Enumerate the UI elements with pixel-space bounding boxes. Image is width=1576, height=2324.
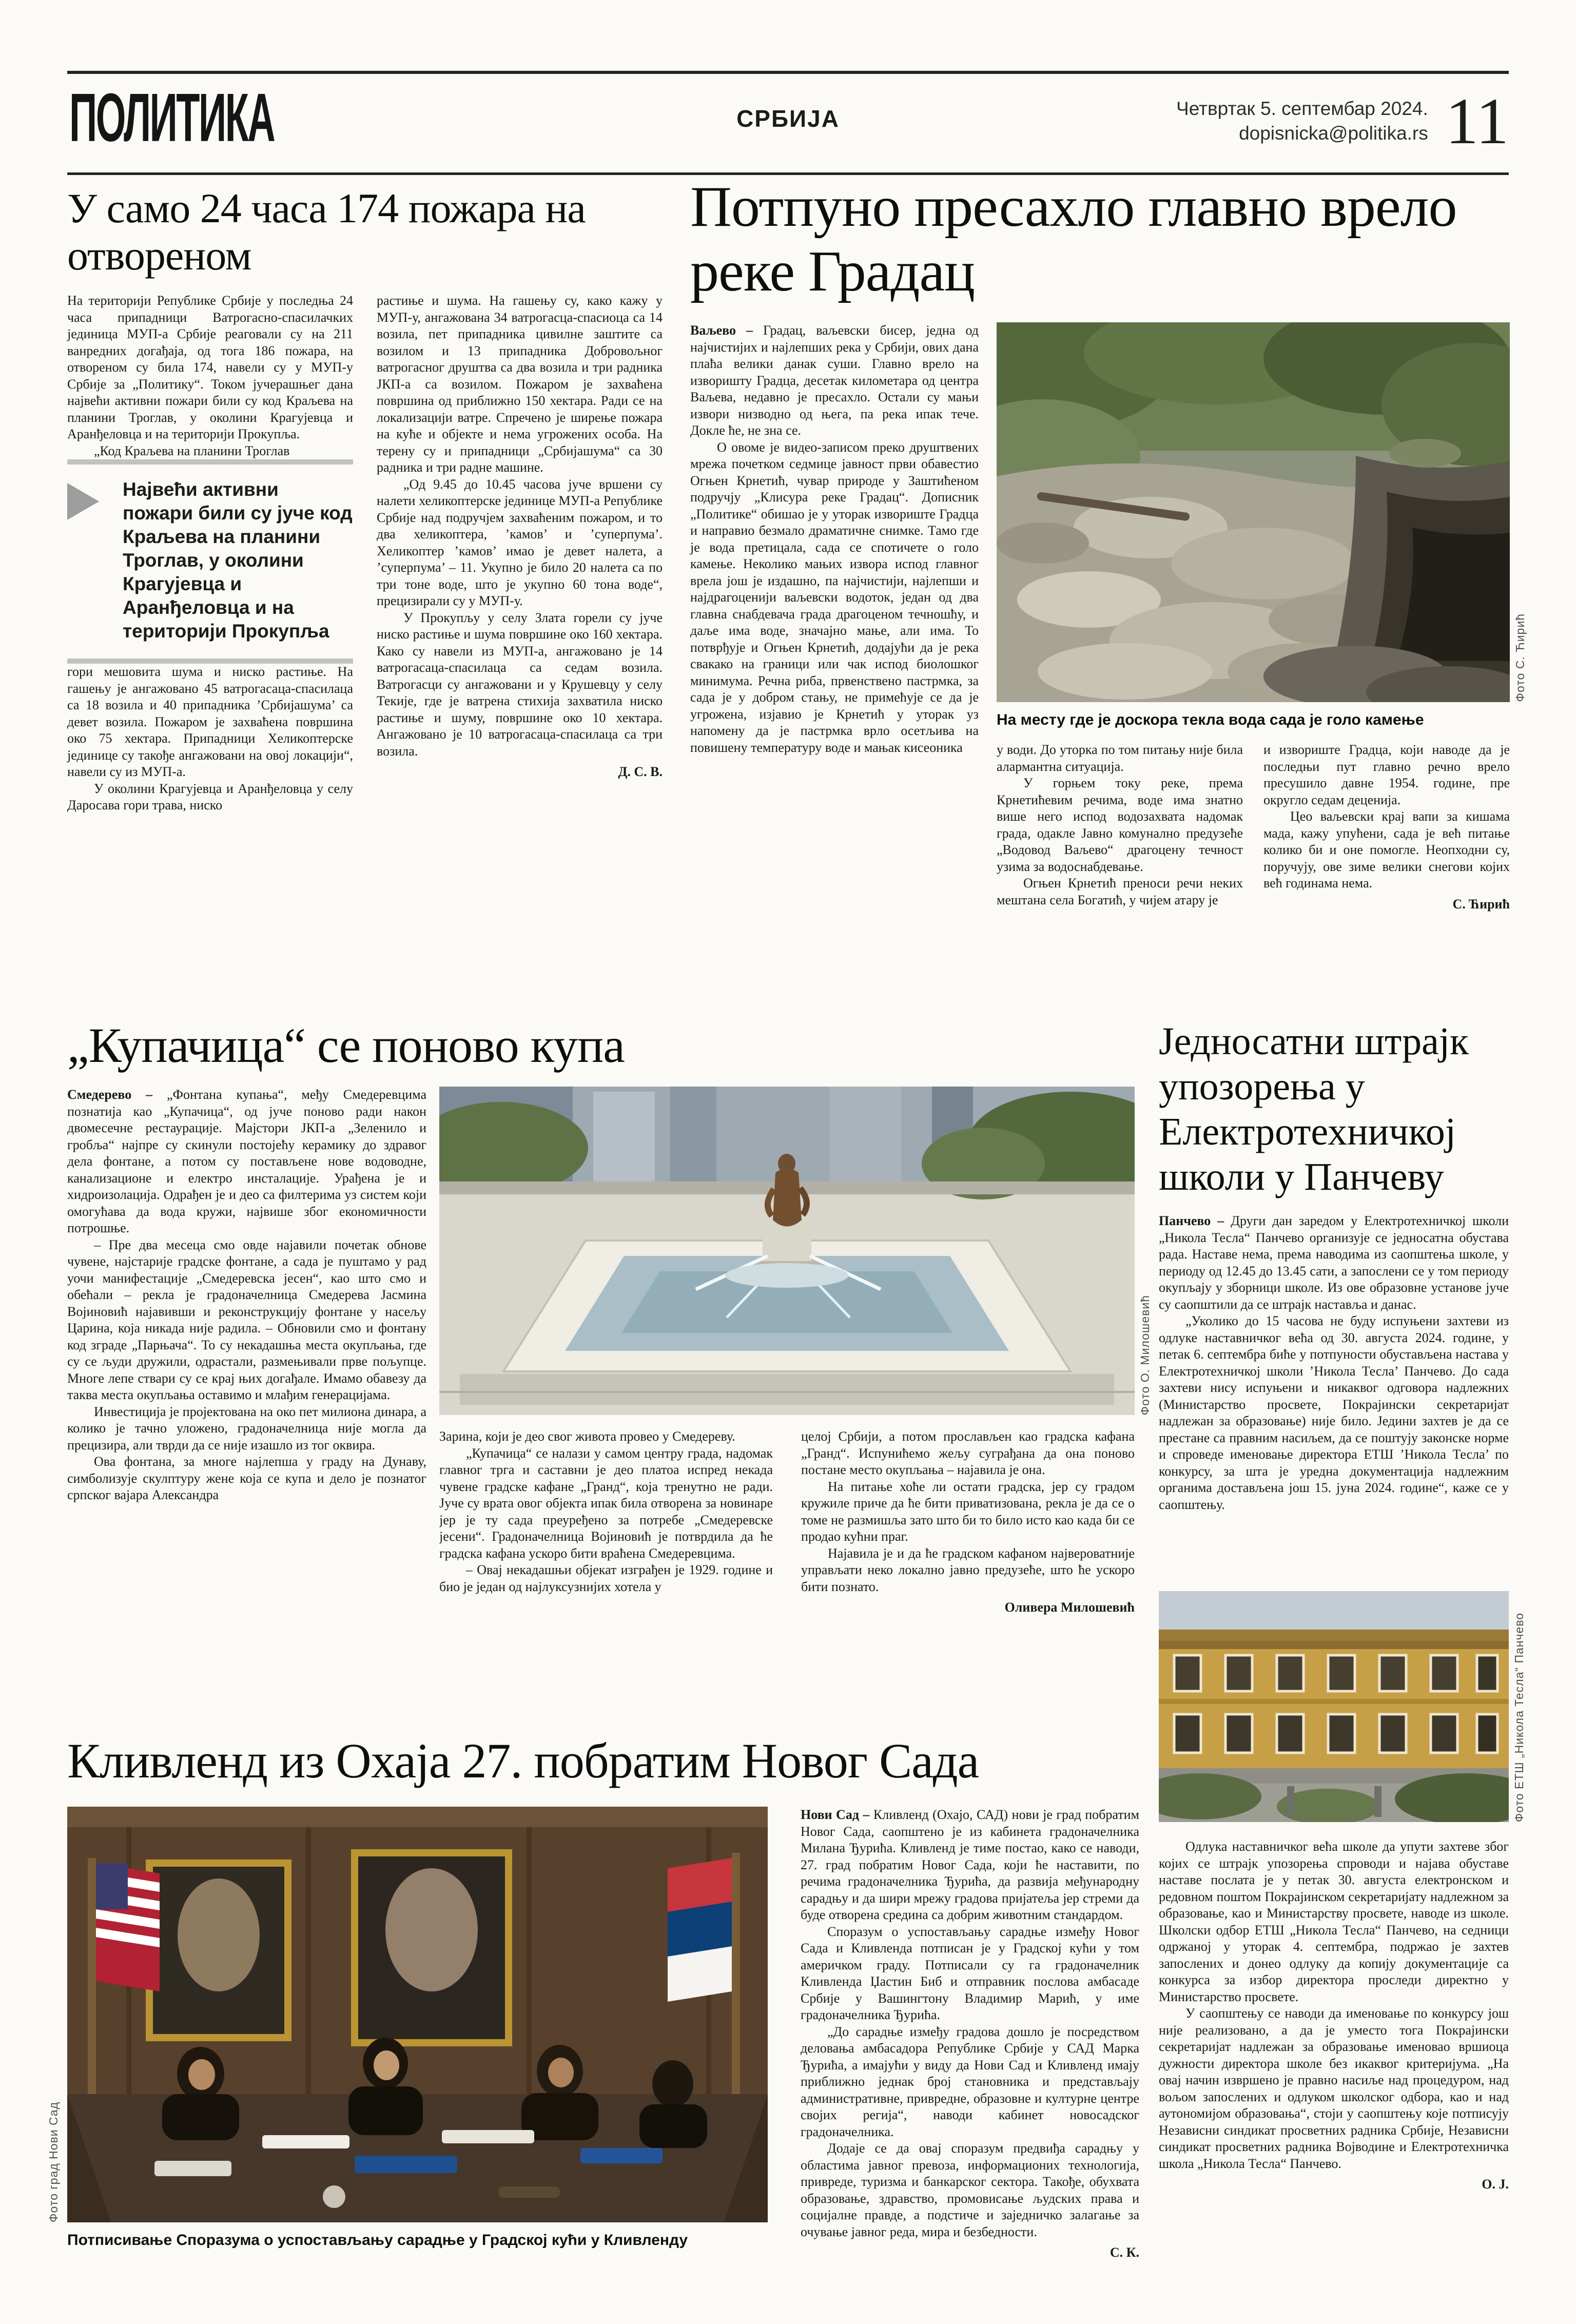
cleveland-photo-caption: Потписивање Споразума о успостављању сарадње у Градској кући у Кливленду [67,2232,688,2249]
gradac-photo-caption: На месту где је доскора текла вода сада је голо камење [997,711,1424,728]
pancevo-top-paragraphs: „Уколико до 15 часова не буду испуњени захтеви из одлуке наставничког већа од 30. августа 2024. године, у петак 6. септембра биће у потпуности обустављена настава у Електротехничкој школи ’Никола Тесла’ Панчево. До сада захтеви нису испуњени и никаквог одговора надлежних (Министарство просвете, Покрајински секретаријат надлежан за образовање) није било. Једини захтев је да се престане са правним насиљем, да се поштују законске норме и спроведе именовање директора ЕТШ ’Никола Тесла’ по конкурсу, за шта је уредна документација надлежним органима достављена још 15. јуна 2024. године“, каже се у саопштењу. [1159,1313,1509,1512]
kupacica-mid-column-2 [801,1428,1135,1616]
gradac-col3-paragraphs: и извориште Градца, који наводе да је последњи пут главно речно врело пресушило давне 1954. године, пре округло седам деценија. Цео ваљевски крај вапи за кишама мада, кажу упућени, сада је већ питање колико би и оне помогле. Неопходни су, поручују, ове зиме велики снегови којих већ годинама нема. [1263,742,1510,890]
cleveland-byline: С. К. [1110,2245,1139,2260]
gradac-col2-paragraphs: у води. До уторка по том питању није била алармантна ситуација. У горњем току реке, према Крнетићевим речима, воде има знатно више него испод водозахвата надомак града, одакле Јавно комунално предузеће „Водовод Ваљево“ драгоцену течност узима за водоснабдевање. Огњен Крнетић преноси речи неких мештана села Богатић, у чијем атару је [997,742,1243,907]
kupacica-lead: „Фонтана купања“, међу Смедеревцима познатија као „Купачица“, од јуче поново ради након двомесечне рестаурације. Мајстори ЈКП-а „Зеленило и гробља“ најпре су скинули постојећу керамику до здравог дела фонтане, а потом су постављене нове водоводне, канализационе и електро инсталације. Урађена је и хидроизолација. Одрађен је и део са филтерима уз систем који омогућава да вода кружи, највише због економичности потрошње. [67,1087,426,1235]
contact-email: dopisnicka@politika.rs [1239,123,1428,144]
photo-school-pancevo [1159,1591,1526,1822]
school-building-illustration [1159,1591,1509,1822]
pull-quote-text: Највећи активни пожари били су јуче код Краљева на планини Троглав, у околини Крагујевца и Аранђеловца и на територији Прокупља [123,479,353,642]
pull-quote-box [67,459,353,664]
cleveland-lead: Кливленд (Охајо, САД) нови је град побратим Новог Сада, саопштено је из кабинета градоначелника Милана Ђурића. Кливленд је тиме постао, како се наводи, 27. град побратим Новог Сада, који ће наставити, по речима градоначелника Ђурића, да развија међународну сарадњу и да шири мрежу градова пријатеља јер стреми да буде отворена средина са добрим животним стандардом. [801,1807,1139,1922]
gradac-column-3 [1263,742,1510,913]
gradac-headline: Потпуно пресахло главно врело реке Градац [690,175,1457,303]
cleveland-dateline: Нови Сад – [801,1807,870,1822]
kupacica-mid2-paragraphs: целој Србији, а потом прослављен као градска кафана „Гранд“. Испунићемо жељу суграђана да она поново постане место окупљања – најавила је она. На питање хоће ли остати градска, јер су градом кружиле приче да ће бити приватизована, рекла је да се о томе не размишља зато што би то било исто као када би се продао кућни праг. Најавила је и да ће градском кафаном највероватније управљати неко локално јавно предузеће, што ће ускоро бити познато. [801,1429,1135,1594]
dry-riverbed-illustration [997,322,1510,702]
cleveland-headline: Кливленд из Охаја 27. побратим Новог Сада [67,1733,979,1788]
politika-masthead-logo: ПОЛИТИКА [69,80,275,156]
pancevo-headline: Једносатни штрајк упозорења у Електротехничкој школи у Панчеву [1159,1020,1469,1198]
pancevo-dateline: Панчево – [1159,1213,1224,1228]
kupacica-headline: „Купачица“ се поново купа [67,1018,625,1073]
pancevo-column-bottom [1159,1838,1509,2193]
kupacica-photo-credit: Фото О. Милошевић [1138,1294,1152,1415]
photo-gradac-dry-spring [997,322,1527,702]
fountain-illustration [439,1087,1135,1415]
gradac-col1-paragraphs: О овоме је видео-записом преко друштвених мрежа почетком седмице јавност први обавестио Огњен Крнетић, чувар природе у Заштићеном подручју „Клисура реке Градац“. Дописник „Политике“ обишао је у уторак извориште Градца и направио безмало драматичне снимке. Тамо где је вода претицала, сада се спотичете о голо камење. Неколико мањих извора испод главног врела још је издашно, па најчистији, најлепши и најдрагоценији ваљевски водоток, један од два главна снабдевача града драгоценом течношћу, и даље има воде, значајно мање, али има. То потврђује и Огњен Крнетић, додајући да је река свакако на граници или чак испод биолошког минимума. Речна риба, првенствено пастрмка, за сада је у добром стању, не примећује се да је угрожена, изјавио је Крнетић у уторак уз напомену да је пастрмка врло осетљива на повишену температуру воде и мањак кисеоника [690,439,979,755]
gradac-column-1 [690,322,979,913]
cleveland-column [801,1807,1139,2261]
fires-col1-continued: гори мешовита шума и ниско растиње. На гашењу је ангажовано 45 ватрогасаца-спасилаца са 18 возила и 40 припадника ’Србијашума’ са девет возила. Пожаром је захваћена површина око 75 хектара. Припадници Хеликоптерске јединице су такође ангажовани на овој локацији“, навели су из МУП-а. У околини Крагујевца и Аранђеловца у селу Даросава гори трава, ниско [67,664,353,812]
pancevo-bottom-paragraphs: Одлука наставничког већа школе да упути захтеве због којих се штрајк упозорења спроводи и најава обуставе наставе послата је у петак 30. августа електронском и редовном поштом Покрајинском секретаријату надлежном за образовање, као и Министарству просвете, наводе из школе. Школски одбор ЕТШ „Никола Тесла“ Панчево, на седници одржаној у уторак 4. септембра, подржао је захтев запослених и донео одлуку да копију документације са конкурса за избор директора проследи директно у Министарство просвете. У саопштењу се наводи да именовање по конкурсу још није реализовано, а да је уместо тога Покрајински секретаријат надлежан за образовање именовао вршиоца дужности директора школе без икаквог критеријума. „На овај начин извршено је правно насиље над процедуром, над вољом запослених и одлуком школског одбора, као и над аутономијом образовања“, стоји у саопштењу које потписују Независни синдикат просветних радника Србије, Независни синдикат просветних радника Војводине и Електротехничка школа „Никола Тесла“ Панчево. [1159,1839,1509,2171]
photo-signing-cleveland [47,1807,768,2222]
date-block [1176,96,1428,146]
cleveland-photo-credit: Фото град Нови Сад [47,2102,60,2222]
pancevo-byline: О. Ј. [1482,2177,1509,2192]
issue-date: Четвртак 5. септембар 2024. [1176,98,1428,119]
kupacica-byline: Оливера Милошевић [1004,1600,1135,1615]
quote-top-rule [67,459,353,464]
fires-byline: Д. С. В. [618,764,663,779]
gradac-lead: Градац, ваљевски бисер, једна од најчистијих и најлепших река у Србији, ових дана плаћа велики данак суши. Главно врело на изворишту Градца, десетак километара од центра Ваљева, недавно је пресахло. Остали су мањи извори низводно од њега, па река ипак тече. Докле ће, не зна се. [690,323,979,438]
fires-headline: У само 24 часа 174 пожара на отвореном [67,185,586,279]
pancevo-lead: Други дан заредом у Електротехничкој школи „Никола Тесла“ Панчево организује се једносатна обустава рада. Наставе нема, према наводима из саопштења школе, у периоду од 12.45 до 13.45 сати, а запослени се у том периоду окупљају у зборници школе. Из ове образовне установе јуче су саопштили да се штрајк наставља и данас. [1159,1213,1509,1312]
header-right [1176,85,1509,158]
kupacica-left-paragraphs: – Пре два месеца смо овде најавили почетак обнове чувене, најстарије градске фонтане, а сада је пуштамо у рад уочи манифестације „Смедеревска јесен“, као што смо и обећали – рекла је градоначелница Смедерева Јасмина Војиновић најавивши и реконструкцију фонтане у насељу Царина, која никада није радила. – Обновили смо и фонтану код зграде „Парњача“. То су некадашња места окупљања, где су се људи дружили, одрастали, размењивали прве пољупце. Многе лепе ствари су се крај њих догађале. Имамо обавезу да таква места окупљања оставимо и млађим генерацијама. Инвестиција је пројектована на око пет милиона динара, а колико је тачно уложено, градоначелница није могла да прецизира, али тврди да се није изашло из тог оквира. Ова фонтана, за многе најлепша у граду на Дунаву, симболизује скулптуру жене која се купа и дело је познатог српског вајара Александра [67,1237,426,1502]
kupacica-mid1-paragraphs: Зарина, који је део свог живота провео у Смедереву. „Купачица“ се налази у самом центру града, надомак главног трга и саставни је део платоа испред некада чувене градске кафане „Гранд“, која тренутно не ради. Јуче су врата овог објекта ипак била отворена за новинаре јер је ту сада преуређено за потребе „Смедеревске јесени“. Градоначелница Војиновић је потврдила да ће градска кафана ускоро бити враћена Смедеревцима. – Овај некадашњи објекат изграђен је 1929. године и био је један од најлуксузнијих хотела у [439,1429,773,1594]
gradac-byline: С. Ћирић [1452,896,1510,912]
quote-bottom-rule [67,659,353,664]
gradac-dateline: Ваљево – [690,323,753,338]
article-pancevo-strike [1159,1019,1509,1513]
cleveland-photo-block [47,1807,768,2250]
section-label: СРБИЈА [736,105,840,132]
article-kupacica [67,1018,1152,1616]
gradac-column-2 [997,742,1243,913]
gradac-photo-credit: Фото С. Ћирић [1513,613,1527,702]
pancevo-photo-credit: Фото ЕТШ „Никола Тесла“ Панчево [1512,1612,1526,1822]
photo-kupacica-fountain [439,1087,1152,1415]
fires-col1-paragraphs: На територији Републике Србије у последња 24 часа припадници Ватрогасно-спасилачких јединица МУП-а Србије реаговали су на 211 ванредних догађаја, од тога 186 пожара, на отвореном су била 174, навели су у МУП-у Србије за „Политику“. Током јучерашњег дана највећи активни пожари били су код Краљева на планини Троглав, у околини Крагујевца и Аранђеловца и на територији Прокупља. „Код Краљева на планини Троглав [67,293,353,458]
cleveland-paragraphs: Споразум о успостављању сарадње између Новог Сада и Кливленда потписан је у Градској кући у том америчком граду. Потписали су га градоначелник Кливленда Џастин Биб и отправник послова амбасаде Србије у Вашингтону Владимир Марић, у име градоначелника Ђурића. „До сарадње између градова дошло је посредством деловања амбасадора Републике Србије у САД Марка Ђурића, а имајући у виду да Нови Сад и Кливленд имају приближно једнак број становника и представљају административне, привредне, образовне и културне центре својих регија“, наводи кабинет новосадског градоначелника. Додаје се да овај споразум предвиђа сарадњу у областима јавног превоза, информационих технологија, привреде, туризма и банкарског сектора. Такође, обухвата образовање, здравство, промовисање људских права и социјалне правде, а подстиче и заједничко залагање за очување јавног реда, мира и безбедности. [801,1924,1139,2239]
pancevo-photo-block [1159,1591,1526,1822]
page-header [67,71,1509,175]
kupacica-mid-column-1 [439,1428,773,1616]
fires-column-2 [377,293,663,814]
article-fires [67,185,663,814]
fires-col2-paragraphs: растиње и шума. На гашењу су, како кажу у МУП-у, ангажована 34 ватрогасца-спасиоца са 14 возила, пет припадника цивилне заштите са возилом и 13 припадника Добровољног ватрогасног друштва са два возила и три радника ЈКП-а са возилом. Пожаром је захваћена површина од приближно 150 хектара. Ради се на локализацији ватре. Спречено је ширење пожара на куће и објекте и нема угрожених особа. На терену су и припадници „Србијашума“ са 30 радника и три радне машине. „Од 9.45 до 10.45 часова јуче вршени су налети хеликоптерске јединице МУП-а Републике Србије над подручјем захваћеним пожаром, и то два хеликоптера, ’камов’ и ’суперпума’. Хеликоптер ’камов’ имао је девет налета, а ’суперпума’ – 11. Укупно је било 20 налета са по три тоне воде, што је укупно 60 тона воде“, прецизирали су у МУП-у. У Прокупљу у селу Злата горели су јуче ниско растиње и шума површине око 160 хектара. Како су навели из МУП-а, ангажовано је 14 ватрогасаца-спасилаца са седам возила. Ватрогасци су ангажовани и у Крушевцу у селу Текије, где је ватрена стихија захватила ниско растиње и шуму, површине око 10 хектара. Ангажовано је 10 ватрогасаца-спасилаца са три возила. [377,293,663,759]
pancevo-column-top [1159,1213,1509,1513]
signing-ceremony-illustration [67,1807,768,2222]
fires-column-1 [67,293,353,814]
page-number: 11 [1445,85,1509,158]
quote-arrow-icon [67,483,99,520]
kupacica-dateline: Смедерево – [67,1087,153,1102]
article-gradac [690,175,1527,913]
kupacica-left-column [67,1087,426,1616]
